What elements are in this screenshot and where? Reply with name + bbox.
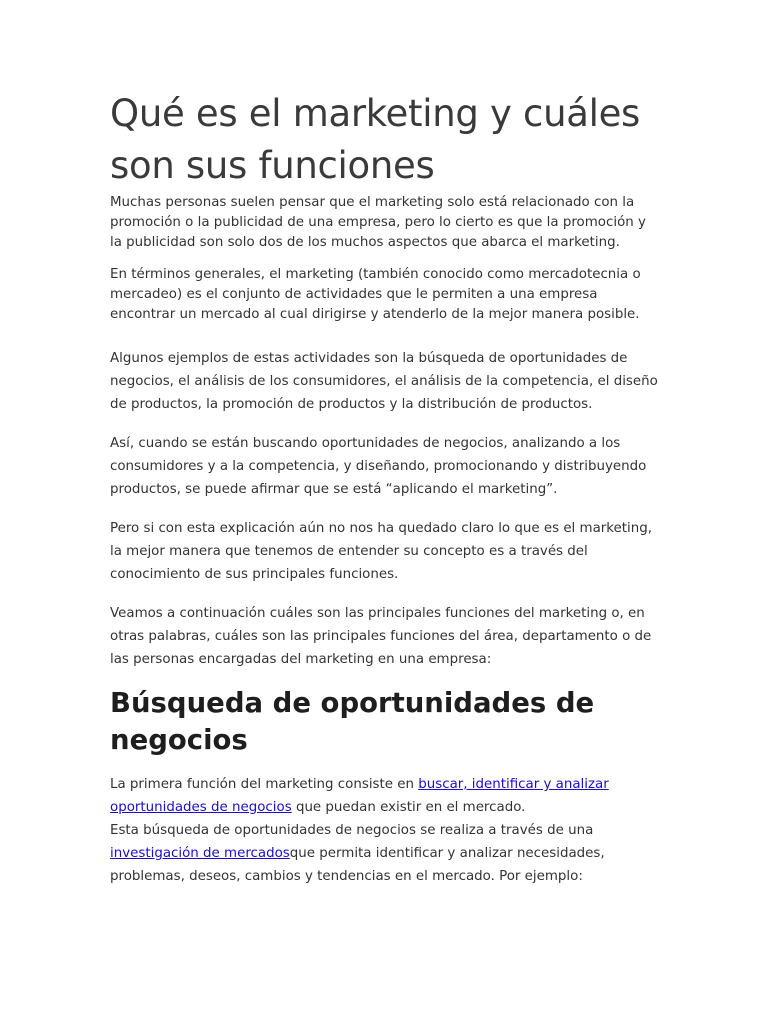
- paragraph-functions-lead: Pero si con esta explicación aún no nos ha quedado claro lo que es el marketing, la mejor manera que tenemos de entender su concepto es a través del conocimiento de sus principales funciones.: [110, 521, 653, 582]
- section-intro-text: La primera función del marketing consiste en: [110, 777, 419, 792]
- section-second-text-end: que permita identificar y analizar necesidades, problemas, deseos, cambios y tendencias en el mercado. Por ejemplo:: [110, 846, 605, 884]
- paragraph-definition: En términos generales, el marketing (también conocido como mercadotecnia o mercadeo) es el conjunto de actividades que le permiten a una empresa encontrar un mercado al cual dirigirse y atenderlo de la mejor manera posible.: [110, 267, 641, 322]
- paragraph-functions-list-lead: Veamos a continuación cuáles son las principales funciones del marketing o, en otras palabras, cuáles son las principales funciones del área, departamento o de las personas encargadas del marketing en una empresa:: [110, 606, 652, 667]
- link-market-research[interactable]: investigación de mercados: [110, 846, 290, 861]
- paragraph-applying: Así, cuando se están buscando oportunidades de negocios, analizando a los consumidores y a la competencia, y diseñando, promocionando y distribuyendo productos, se puede afirmar que se está “aplicando el marketing”.: [110, 436, 647, 497]
- paragraph-section-body: [110, 773, 662, 888]
- paragraph-examples: Algunos ejemplos de estas actividades son la búsqueda de oportunidades de negocios, el análisis de los consumidores, el análisis de la competencia, el diseño de productos, la promoción de productos y la distribución de productos.: [110, 351, 658, 412]
- link-business-opportunities[interactable]: buscar, identificar y analizar oportunidades de negocios: [110, 777, 609, 815]
- section-second-text: Esta búsqueda de oportunidades de negocios se realiza a través de una: [110, 823, 594, 838]
- section-intro-text-end: que puedan existir en el mercado.: [291, 800, 526, 815]
- section-heading: Búsqueda de oportunidades de negocios: [110, 687, 595, 756]
- page-title: Qué es el marketing y cuáles son sus funciones: [110, 92, 641, 187]
- paragraph-intro: Muchas personas suelen pensar que el marketing solo está relacionado con la promoción o la publicidad de una empresa, pero lo cierto es que la promoción y la publicidad son solo dos de los muchos aspectos que abarca el marketing.: [110, 195, 646, 250]
- article: [110, 88, 662, 888]
